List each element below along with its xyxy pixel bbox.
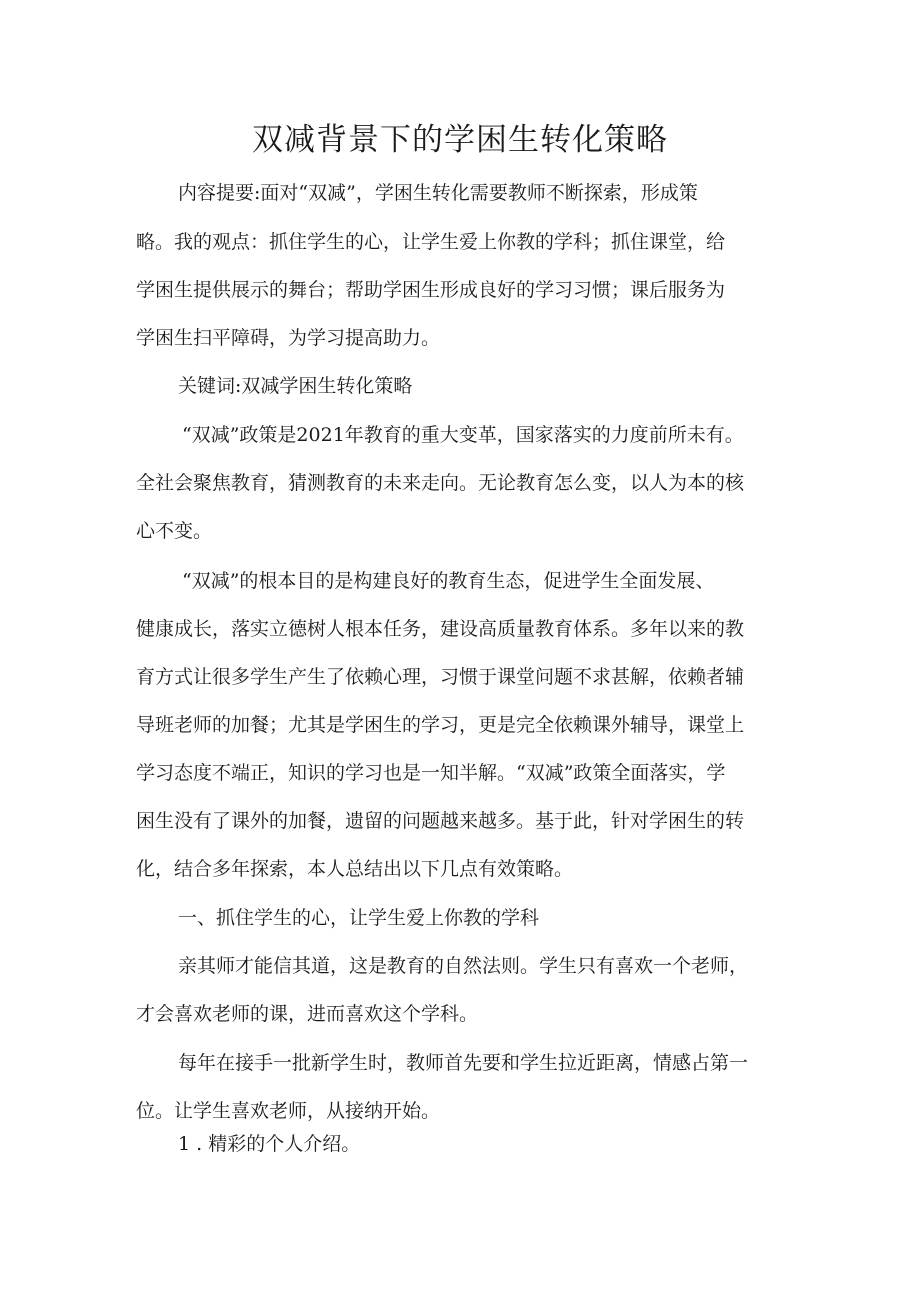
body-paragraph-line: 亲其师才能信其道，这是教育的自然法则。学生只有喜欢一个老师， [178, 955, 749, 977]
body-paragraph-line: 才会喜欢老师的课，进而喜欢这个学科。 [136, 1003, 479, 1025]
body-paragraph-line: “双减”政策是2021年教育的重大变革，国家落实的力度前所未有。 [182, 424, 744, 446]
body-paragraph-line: 化，结合多年探索，本人总结出以下几点有效策略。 [136, 858, 574, 880]
body-paragraph-line: 育方式让很多学生产生了依赖心理，习惯于课堂问题不求甚解，依赖者辅 [136, 666, 745, 688]
body-paragraph-line: “双减”的根本目的是构建良好的教育生态，促进学生全面发展、 [182, 570, 715, 592]
abstract-line: 学困生提供展示的舞台；帮助学困生形成良好的学习习惯；课后服务为 [136, 279, 726, 301]
body-paragraph-line: 健康成长，落实立德树人根本任务，建设高质量教育体系。多年以来的教 [136, 618, 745, 640]
keywords-line: 关键词:双减学困生转化策略 [178, 375, 413, 397]
abstract-line: 略。我的观点：抓住学生的心，让学生爱上你教的学科；抓住课堂，给 [136, 231, 726, 253]
body-paragraph-line: 位。让学生喜欢老师，从接纳开始。 [136, 1100, 441, 1122]
body-paragraph-line: 全社会聚焦教育，猜测教育的未来走向。无论教育怎么变，以人为本的核 [136, 472, 745, 494]
body-paragraph-line: 导班老师的加餐；尤其是学困生的学习，更是完全依赖课外辅导，课堂上 [136, 714, 745, 736]
document-title: 双减背景下的学困生转化策略 [252, 122, 668, 158]
body-paragraph-line: 学习态度不端正，知识的学习也是一知半解。“双减”政策全面落实，学 [136, 762, 726, 784]
body-paragraph-line: 困生没有了课外的加餐，遗留的问题越来越多。基于此，针对学困生的转 [136, 810, 745, 832]
numbered-item: 1 . 精彩的个人介绍。 [178, 1133, 361, 1155]
section-heading: 一、抓住学生的心，让学生爱上你教的学科 [178, 907, 540, 929]
body-paragraph-line: 每年在接手一批新学生时，教师首先要和学生拉近距离，情感占第一 [178, 1052, 749, 1074]
abstract-line: 学困生扫平障碍，为学习提高助力。 [136, 327, 441, 349]
body-paragraph-line: 心不变。 [136, 520, 213, 542]
abstract-line: 内容提要:面对“双减”，学困生转化需要教师不断探索，形成策 [178, 182, 698, 204]
